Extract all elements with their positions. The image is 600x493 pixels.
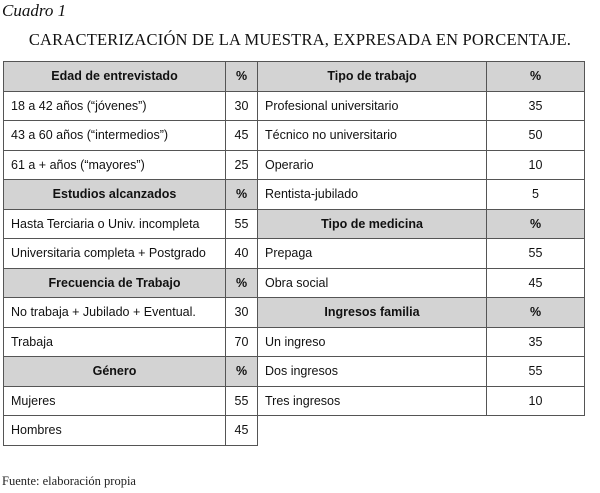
left-row-value: 40 — [226, 239, 258, 269]
right-row-value: 45 — [487, 268, 585, 298]
left-section-header: Frecuencia de Trabajo — [4, 268, 226, 298]
left-percent-header: % — [226, 268, 258, 298]
right-row-label: Un ingreso — [258, 327, 487, 357]
left-row-value: 30 — [226, 298, 258, 328]
table-row — [4, 121, 585, 151]
right-row-value: 5 — [487, 180, 585, 210]
right-row-label: Profesional universitario — [258, 91, 487, 121]
left-percent-header: % — [226, 62, 258, 92]
right-row-label: Obra social — [258, 268, 487, 298]
right-section-header: Tipo de medicina — [258, 209, 487, 239]
table-row — [4, 62, 585, 92]
left-row-value: 45 — [226, 121, 258, 151]
right-row-value: 35 — [487, 91, 585, 121]
left-row-label: Hasta Terciaria o Univ. incompleta — [4, 209, 226, 239]
table-row — [4, 180, 585, 210]
right-percent-header: % — [487, 62, 585, 92]
right-row-value: 10 — [487, 150, 585, 180]
table-row — [4, 91, 585, 121]
right-row-label: Prepaga — [258, 239, 487, 269]
table-caption: Cuadro 1 — [2, 1, 67, 20]
table-row — [4, 298, 585, 328]
right-row-label: Rentista-jubilado — [258, 180, 487, 210]
source-note: Fuente: elaboración propia — [2, 474, 136, 488]
right-row-value: 55 — [487, 239, 585, 269]
right-percent-header: % — [487, 209, 585, 239]
left-row-value: 55 — [226, 386, 258, 416]
left-section-header: Estudios alcanzados — [4, 180, 226, 210]
empty-cell — [258, 416, 585, 446]
right-row-label: Dos ingresos — [258, 357, 487, 387]
left-section-header: Edad de entrevistado — [4, 62, 226, 92]
left-row-label: 18 a 42 años (“jóvenes”) — [4, 91, 226, 121]
table-row — [4, 150, 585, 180]
table-row — [4, 209, 585, 239]
right-row-label: Operario — [258, 150, 487, 180]
left-section-header: Género — [4, 357, 226, 387]
table-row — [4, 268, 585, 298]
right-section-header: Ingresos familia — [258, 298, 487, 328]
right-row-label: Técnico no universitario — [258, 121, 487, 151]
table-title: CARACTERIZACIÓN DE LA MUESTRA, EXPRESADA EN PORCENTAJE. — [28, 30, 572, 49]
left-percent-header: % — [226, 357, 258, 387]
left-row-value: 55 — [226, 209, 258, 239]
right-row-value: 35 — [487, 327, 585, 357]
left-row-label: Trabaja — [4, 327, 226, 357]
table-row — [4, 357, 585, 387]
left-percent-header: % — [226, 180, 258, 210]
right-row-value: 10 — [487, 386, 585, 416]
right-percent-header: % — [487, 298, 585, 328]
characterization-table — [3, 61, 585, 446]
left-row-label: Hombres — [4, 416, 226, 446]
left-row-value: 45 — [226, 416, 258, 446]
table-row — [4, 327, 585, 357]
right-row-value: 50 — [487, 121, 585, 151]
left-row-value: 70 — [226, 327, 258, 357]
left-row-label: Mujeres — [4, 386, 226, 416]
left-row-value: 30 — [226, 91, 258, 121]
right-row-value: 55 — [487, 357, 585, 387]
left-row-value: 25 — [226, 150, 258, 180]
left-row-label: 43 a 60 años (“intermedios”) — [4, 121, 226, 151]
right-row-label: Tres ingresos — [258, 386, 487, 416]
table-row — [4, 416, 585, 446]
table-row — [4, 239, 585, 269]
left-row-label: 61 a + años (“mayores”) — [4, 150, 226, 180]
left-row-label: Universitaria completa + Postgrado — [4, 239, 226, 269]
table-row — [4, 386, 585, 416]
right-section-header: Tipo de trabajo — [258, 62, 487, 92]
left-row-label: No trabaja + Jubilado + Eventual. — [4, 298, 226, 328]
